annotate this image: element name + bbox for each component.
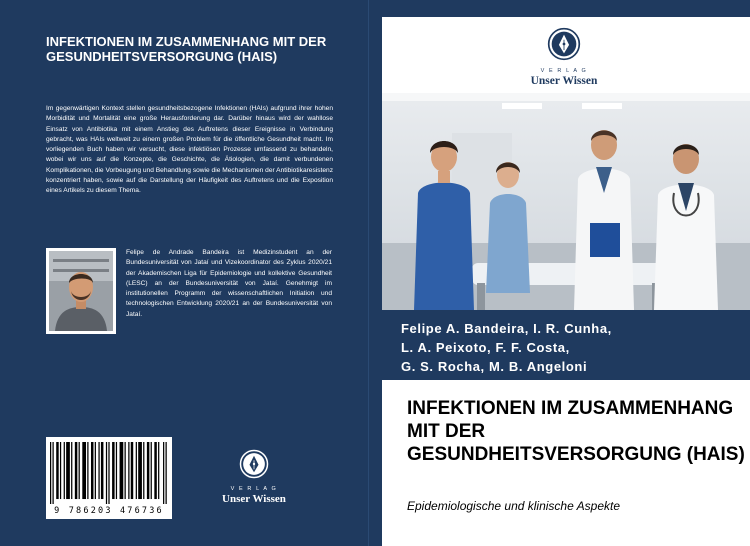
- author-bio: Felipe de Andrade Bandeira ist Medizinstudent an der Bundesuniversität von Jataí und Vizekoordinator des Zyklus 2020/21 der Akademischen Liga für Epidemiologie und kollektive Gesundheit (LESC) an der Bundesuniversität von Jataí. Genehmigt im institutionellen Programm der wissenschaftlichen Initiation und technologischen Entwicklung 2020/21 an der Bundesuniversität von Jataí.: [126, 249, 332, 318]
- front-cover-subtitle: Epidemiologische und klinische Aspekte: [407, 499, 621, 513]
- pen-nib-emblem-icon: [547, 27, 581, 61]
- isbn-barcode: [46, 437, 172, 519]
- authors-line-2: L. A. Peixoto, F. F. Costa,: [401, 340, 570, 355]
- isbn-number: 9 786203 476736: [54, 506, 164, 516]
- front-publisher-verlag: V E R L A G: [540, 68, 588, 74]
- barcode-icon: [50, 442, 168, 504]
- front-publisher-logo: [512, 27, 616, 87]
- authors-line-1: Felipe A. Bandeira, I. R. Cunha,: [401, 321, 612, 336]
- back-publisher-verlag: V E R L A G: [230, 486, 278, 492]
- author-photo: [46, 248, 116, 334]
- cover-photo: [382, 93, 750, 310]
- front-cover: [382, 0, 750, 546]
- author-portrait-icon: [49, 251, 113, 331]
- front-cover-title: INFEKTIONEN IM ZUSAMMENHANG MIT DER GESUNDHEITSVERSORGUNG (HAIS): [407, 398, 745, 465]
- book-spine: [368, 0, 383, 546]
- authors-line-3: G. S. Rocha, M. B. Angeloni: [401, 359, 588, 374]
- front-top-bar: [382, 0, 750, 17]
- back-publisher-name: Unser Wissen: [222, 493, 286, 505]
- pen-nib-emblem-icon: [239, 449, 269, 479]
- hospital-staff-photo-icon: [382, 93, 750, 310]
- authors-band: [382, 310, 750, 380]
- front-publisher-name: Unser Wissen: [530, 75, 598, 87]
- back-publisher-logo: [206, 449, 302, 505]
- back-cover-title: INFEKTIONEN IM ZUSAMMENHANG MIT DER GESUNDHEITSVERSORGUNG (HAIS): [46, 34, 327, 64]
- back-cover-description: Im gegenwärtigen Kontext stellen gesundheitsbezogene Infektionen (HAIs) aufgrund ihrer hohen Morbidität und Mortalität eine große Herausforderung dar. Darüber hinaus wird der wahllose Einsatz von Antibiotika mit einem Anstieg des Auftretens dieser Ereignisse in Verbindung gebracht, was HAIs weltweit zu einem großen Problem für die öffentliche Gesundheit macht. Im vorliegenden Buch haben wir versucht, diese infektiösen Prozesse umfassend zu behandeln, wobei wir uns auf die Konzepte, die Geschichte, die Ätiologien, die damit verbundenen Komplikationen, die Vorbeugung und Behandlung sowie die Mechanismen der Antibiotikaresistenz konzentriert haben, sowie auf die Darstellung der Häufigkeit des Auftretens und die Exposition eines Artikels zu diesem Thema.: [46, 105, 333, 195]
- back-cover: [0, 0, 368, 546]
